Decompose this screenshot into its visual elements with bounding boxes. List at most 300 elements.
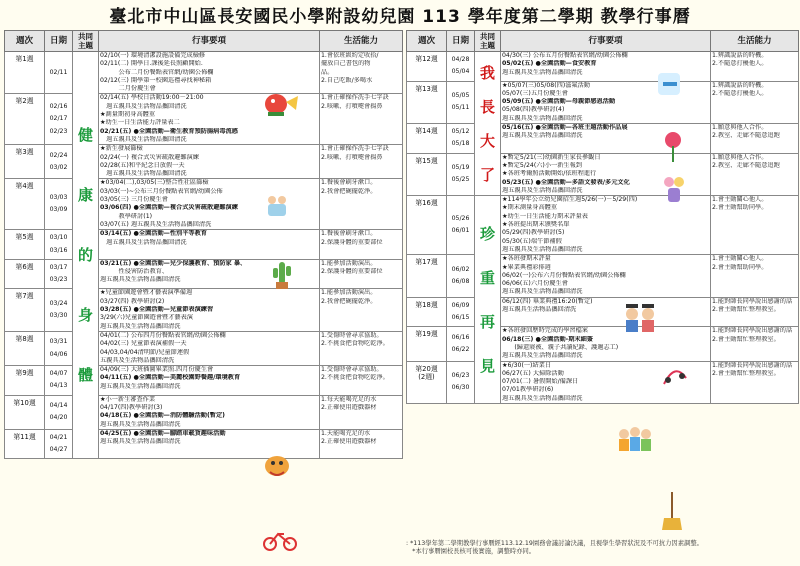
handwash-icon [262, 192, 292, 218]
week-label [5, 94, 45, 145]
ability-item: 1.願意與他人合作。 [712, 153, 768, 161]
week-label [5, 259, 45, 289]
theme-char: 大 [479, 131, 495, 150]
date-range [45, 94, 73, 145]
date-text: 06/01 [451, 227, 470, 235]
broom-icon [660, 490, 684, 532]
ability-item: 1.能參加活動演出。 [321, 289, 377, 297]
event-item: ★03/04(二),03/05(三)整合性社區篩檢 [100, 179, 209, 187]
ability-item: 1.餐後會刷牙漱口。 [321, 230, 377, 238]
date-text: 03/16 [49, 246, 68, 254]
header-date: 日期 [45, 31, 73, 52]
week-label [407, 153, 447, 195]
event-item: 05/08(四)教學研討(4) [502, 106, 565, 114]
week-text: 第4週 [15, 182, 34, 191]
event-item: 05/30(五)端午節補假 [502, 237, 562, 245]
event-list [99, 230, 320, 260]
event-item: ★各班發期末評量 [502, 255, 551, 263]
event-item: ★畢業典禮彩排週 [502, 263, 551, 271]
date-text: 03/17 [49, 263, 68, 271]
header-theme: 共同 主題 [475, 31, 501, 52]
left-calendar-table [4, 30, 403, 459]
week-text: 第7週 [15, 292, 34, 301]
date-range [447, 327, 475, 361]
theme-char: 珍 [479, 224, 495, 243]
week-label [407, 297, 447, 327]
event-item: 02/10(一) 環境清潔設施設備完成檢修 [100, 52, 206, 59]
ability-item: 2.教室、走廊不隨意追跑 [712, 161, 780, 169]
right-header-row [407, 31, 799, 52]
footnote-line: : *113學年第二學期教學行事曆經113.12.19園務會議討論決議，且視學生學習狀況及不可抗力因素調整。 [406, 540, 703, 547]
date-range [45, 230, 73, 260]
theme-char: 體 [77, 366, 93, 385]
event-item: 週五親具及生活物品攜回清洗 [502, 114, 583, 122]
ability-item: 2.會主動幫忙整理教室。 [712, 306, 780, 314]
week-note: (2週) [418, 372, 435, 381]
week-text: 第8週 [15, 334, 34, 343]
ability-list [711, 255, 799, 297]
ability-item: 2.會主動幫助同學。 [712, 204, 768, 212]
ability-list [320, 429, 403, 459]
music-notes-icon [660, 360, 690, 388]
week-label [407, 196, 447, 255]
date-range [447, 52, 475, 82]
ability-item: 1.辨識說話的時機。 [712, 52, 768, 59]
ability-list [711, 196, 799, 255]
week-row [5, 145, 403, 179]
event-item: (歸還寢被、親子共讀紀錄、護邇志工) [502, 343, 619, 351]
event-item: 週五親具及生活物品攜回清洗 [502, 288, 583, 296]
event-item: 03/06(四) ●全園活動—複合式災害疏散避難演練 [100, 204, 238, 212]
week-label [5, 289, 45, 331]
date-text: 04/13 [49, 382, 68, 390]
event-item: 性侵害防治教育、 [100, 268, 169, 276]
footnote-line: *本行事曆園校長核可後實施，調整時亦同。 [406, 548, 536, 555]
date-text: 03/03 [49, 194, 68, 202]
header-week: 週次 [407, 31, 447, 52]
week-label [407, 361, 447, 403]
theme-char: 長 [479, 97, 495, 116]
week-row [5, 331, 403, 365]
ability-item: 2.會主動幫忙整理教室。 [712, 369, 780, 377]
event-item: 週五親具及生活物品攜回清洗 [502, 186, 583, 194]
ability-item: 1.會主動關心他人。 [712, 255, 768, 263]
ability-item: 2.我會把碗擺乾淨。 [321, 297, 377, 305]
ability-item: 1.能對師長同學說出感謝的話 [712, 327, 793, 335]
bicycle-icon [262, 528, 298, 552]
event-item: 週五親具及生活物品攜回清洗 [100, 238, 187, 246]
ability-item: 擺放自己書包的物 [321, 60, 371, 68]
event-item: 03/21(五) ●全園活動—兒少保護教育、預防家 暴、 [100, 259, 247, 267]
event-list [99, 366, 320, 396]
theme-char: 重 [479, 268, 495, 287]
event-item: 05/16(五) ●全園活動—各班主題活動作品展 [502, 124, 628, 132]
event-item: 03/28(五) ●全園活動—兒童節表演練習 [100, 306, 214, 314]
date-text: 02/23 [49, 127, 68, 135]
week-text: 第15週 [415, 156, 438, 165]
date-text: 03/10 [49, 234, 68, 242]
week-text: 第9週 [15, 369, 34, 378]
date-text: 05/05 [451, 92, 470, 100]
ability-item: 2.不隨意打擾他人。 [712, 60, 768, 68]
event-list [501, 297, 711, 327]
week-row [5, 230, 403, 260]
event-item: 週五親具及生活物品攜回清洗 [100, 135, 187, 143]
date-range [447, 124, 475, 154]
week-text: 第6週 [15, 262, 34, 271]
date-text: 04/28 [451, 56, 470, 63]
event-item: ★暫定5/24(六)小一新生報到 [502, 161, 582, 169]
ability-item: 1.天能喝充足的水 [321, 429, 371, 437]
theme-char: 我 [479, 63, 495, 82]
event-list [99, 331, 320, 365]
header-theme: 共同 主題 [73, 31, 99, 52]
date-text: 03/24 [49, 299, 68, 307]
theme-column [475, 52, 501, 196]
ability-list [320, 230, 403, 260]
ability-item: 2.正確使用遊戲器材 [321, 403, 377, 411]
event-item: 04/09(三) 大班插圖畢業照.四月份慶生會 [100, 366, 214, 374]
event-item: ★期末測量身高體重 [502, 204, 558, 212]
ability-list [320, 331, 403, 365]
event-item: 05/02(五) ●全園活動—食安教育 [502, 60, 597, 68]
date-text: 05/19 [451, 164, 470, 172]
event-item: ★各班發回歷時完成的學習檔案 [502, 327, 588, 335]
date-range [45, 179, 73, 230]
date-text: 04/06 [49, 350, 68, 358]
week-label [5, 331, 45, 365]
ability-list [320, 179, 403, 230]
date-range [447, 255, 475, 297]
ability-item: 2.咳嗽、打噴嚏會摀鼻 [321, 153, 383, 161]
week-row [407, 327, 799, 361]
ability-item: 1.會正確操作洗手七字訣 [321, 94, 389, 102]
event-item: 五親具及生活物品攜回清洗 [100, 356, 175, 364]
ability-item: 2.不隨意打擾他人。 [712, 89, 768, 97]
week-row [407, 52, 799, 82]
week-row [407, 255, 799, 297]
date-range [45, 145, 73, 179]
week-text: 第17週 [415, 258, 438, 267]
lion-dance-icon [262, 90, 300, 120]
event-item: 06/27(五) 大掃除活動 [502, 369, 564, 377]
date-text: 06/08 [451, 277, 470, 285]
event-item: 週五親具及生活物品攜回清洗 [100, 102, 187, 110]
event-item: ★各班考爾照活動開始/依班程進行 [502, 170, 597, 178]
ability-list [711, 361, 799, 403]
event-item: ★05/07(三)05/08(四)滋氟活動 [502, 81, 590, 89]
ability-item: 1.受傷時會尋求協助。 [321, 331, 383, 339]
theme-char: 見 [479, 356, 495, 375]
date-text: 03/23 [49, 276, 68, 284]
event-item: 教學研討(1) [100, 212, 153, 220]
ability-item: 1.餐後會刷牙漱口。 [321, 179, 377, 187]
date-range [45, 331, 73, 365]
event-item: ★暫定5/21(三)幼園新生家長參觀日 [502, 153, 601, 161]
right-body [407, 52, 799, 404]
ability-item: 1.能對師長同學說出感謝的話 [712, 297, 793, 305]
event-item: 週五親具及生活物品攜回清洗 [100, 276, 181, 284]
theme-char: 健 [77, 126, 93, 145]
ability-item: 1.能參加活動演出。 [321, 259, 377, 267]
date-text: 04/14 [49, 401, 68, 409]
theme-char: 了 [479, 165, 495, 184]
ability-item: 2.我會把碗擺乾淨。 [321, 187, 377, 195]
date-text: 02/24 [49, 151, 68, 159]
event-item: 06/02(一)公布六月份餐點表官網/幼園公佈欄 [502, 271, 626, 279]
ability-item: 1.會正確操作洗手七字訣 [321, 145, 389, 153]
footnotes [406, 540, 798, 556]
week-label [5, 230, 45, 260]
week-row [407, 361, 799, 403]
week-text: 第1週 [15, 55, 34, 63]
event-item: ★小一新生審查作業 [100, 395, 156, 403]
date-text: 05/11 [451, 104, 470, 112]
date-text: 02/17 [49, 115, 68, 123]
ability-list [320, 289, 403, 331]
event-item: 週五親具生活物品攜回清洗 [502, 306, 577, 314]
week-row [407, 297, 799, 327]
event-item: 04/25(五) ●全園活動—腳踏車載貨趣味活動 [100, 429, 226, 437]
event-item: 公布二月份餐點表官網/幼園公佈欄 [100, 68, 214, 76]
event-item: 週五親具及生活物品攜回清洗 [100, 438, 181, 446]
date-text: 04/21 [49, 433, 68, 441]
date-text: 03/30 [49, 312, 68, 320]
date-text: 04/07 [49, 370, 68, 378]
event-item: 05/23(五) ●全園活動—多語文發表/多元文化 [502, 178, 630, 186]
week-row [407, 124, 799, 154]
week-row [5, 366, 403, 396]
event-item: 04/17(四)教學研討(3) [100, 403, 163, 411]
week-text: 第20週 [415, 364, 438, 373]
event-item: 04/01(二) 公布四月份餐點表官網/幼園公佈欄 [100, 331, 226, 339]
ability-item: 1.辨識說話的時機。 [712, 81, 768, 89]
theme-column [475, 196, 501, 404]
date-text: 06/22 [451, 345, 470, 353]
ability-item: 1.每天能喝充足的水 [321, 395, 377, 403]
event-list [99, 289, 320, 331]
children-group-icon [614, 424, 656, 454]
event-item: ★幼生一日生活能力期末評量表 [502, 212, 588, 220]
date-range [45, 289, 73, 331]
theme-char: 的 [77, 246, 93, 265]
ability-item: 2.自己吃飯/多喝水 [321, 76, 373, 84]
header-events: 行事要項 [501, 31, 711, 52]
week-row [407, 196, 799, 255]
event-item: 06/18(三) ●全園活動-期末細簽 [502, 335, 593, 343]
week-text: 第2週 [15, 97, 34, 106]
week-label [407, 124, 447, 154]
event-item: ★兒童節園遊會暨才藝表演準備週 [100, 289, 193, 297]
date-range [45, 259, 73, 289]
toothbrush-icon [655, 70, 683, 98]
event-item: 05/07(三)五月份慶生會 [502, 89, 568, 97]
week-row [407, 153, 799, 195]
week-label [5, 145, 45, 179]
week-text: 第3週 [15, 148, 34, 157]
lion-dance-small-icon [262, 452, 296, 480]
left-body [5, 52, 403, 459]
ability-item: 2.正確使用遊戲器材 [321, 438, 377, 446]
date-range [447, 297, 475, 327]
header-ability: 生活能力 [711, 31, 799, 52]
week-text: 第16週 [415, 199, 438, 208]
event-list [501, 255, 711, 297]
date-text: 06/16 [451, 333, 470, 341]
ability-list [320, 145, 403, 179]
header-events: 行事要項 [99, 31, 320, 52]
event-item: 週五親具及生活物品攜回清洗 [502, 245, 583, 253]
event-item: 03/14(五) ●全園活動—性別平等教育 [100, 230, 207, 238]
event-item: 02/21(五) ●全園活動—衛生教育預防腸病毒流感 [100, 127, 238, 135]
ability-item: 品。 [321, 68, 334, 76]
date-text: 03/02 [49, 163, 68, 171]
date-text: 04/27 [49, 446, 68, 454]
date-text: 02/11 [49, 68, 68, 76]
ability-item: 2.會主動幫助同學。 [712, 263, 768, 271]
event-item: 二月份慶生會 [100, 85, 156, 93]
event-item: 07/01教學研討(6) [502, 386, 554, 394]
date-text: 05/26 [451, 214, 470, 222]
event-item: ★114學年公立幼兒園招生週5/26(一)－5/29(四) [502, 196, 638, 204]
date-text: 05/25 [451, 176, 470, 184]
ability-list [711, 81, 799, 123]
week-row [5, 429, 403, 459]
ability-list [320, 94, 403, 145]
date-text: 05/12 [451, 128, 470, 136]
event-item: 07/01(二) 暑假開始/備課日 [502, 378, 579, 386]
ability-list [711, 327, 799, 361]
event-item: 02/11(二) 開學日.課後延長照顧開始. [100, 60, 203, 68]
ability-item: 2.不挑食把食物吃乾淨。 [321, 340, 389, 348]
ability-item: 2.保護身體的重要部位 [321, 238, 383, 246]
week-text: 第10週 [13, 398, 36, 407]
event-item: 03/07(五) 週五親具及生活物品攜回清洗 [100, 220, 212, 228]
event-list [99, 395, 320, 429]
cactus-plant-icon [270, 258, 294, 290]
ability-item: 1.願意與他人合作。 [712, 124, 768, 132]
event-item: 週五親具及生活物品攜回清洗 [100, 382, 181, 390]
event-item: 04/02(三) 兒童節表演補假一天 [100, 340, 187, 348]
event-item: ★幼生一日生活能力評量表二 [100, 119, 180, 127]
week-row [5, 179, 403, 230]
week-text: 第18週 [415, 300, 438, 309]
ability-list [711, 52, 799, 82]
theme-column [73, 52, 99, 459]
flower-vase-icon [660, 174, 688, 204]
event-item: 週五親具及生活物品攜回清洗 [502, 394, 583, 402]
event-item: 03/03(一)~公布三月份餐點表官網/幼園公佈 [100, 187, 223, 195]
theme-char: 康 [77, 186, 93, 205]
event-item: ★各班提出期末頒獎名單 [502, 221, 570, 229]
date-range [447, 81, 475, 123]
week-text: 第11週 [13, 432, 36, 441]
date-text: 06/15 [451, 314, 470, 322]
event-item: ★測量期初身高體重 [100, 111, 156, 119]
event-list [501, 196, 711, 255]
date-text: 03/09 [49, 206, 68, 214]
graduation-kids-icon [620, 300, 660, 334]
week-text: 第5週 [15, 233, 34, 242]
week-row [5, 395, 403, 429]
event-item: 05/09(五) ●全園活動—母親節感恩活動 [502, 98, 616, 106]
week-label [407, 52, 447, 82]
event-item: 3/29(六)兒童節園遊會暨才藝表演 [100, 314, 193, 322]
date-range [45, 429, 73, 459]
theme-char: 再 [479, 312, 495, 331]
week-text: 第12週 [415, 55, 438, 63]
event-item: 04/18(五) ●全園活動—消防體驗活動(暫定) [100, 412, 225, 420]
week-row [5, 289, 403, 331]
left-header-row [5, 31, 403, 52]
event-item: 週五親具及生活物品攜回清洗 [100, 322, 181, 330]
header-week: 週次 [5, 31, 45, 52]
ability-item: 2.教室、走廊不隨意追跑 [712, 132, 780, 140]
ability-list [711, 297, 799, 327]
ability-item: 1.能對師長同學說出感謝的話 [712, 361, 793, 369]
date-text: 06/23 [451, 371, 470, 379]
event-item: 02/12(三) 開學第一校園巡禮尋找神秘箱 [100, 76, 212, 84]
date-text: 06/02 [451, 265, 470, 273]
event-item: 05/29(四)教學研討(5) [502, 229, 565, 237]
event-item: 04/03,04/04清明節/兒童節連假 [100, 348, 190, 356]
event-item: 週五親具及生活物品攜回清洗 [100, 420, 181, 428]
header-ability: 生活能力 [320, 31, 403, 52]
date-range [447, 361, 475, 403]
event-item: 03/27(四) 教學研討(2) [100, 297, 165, 305]
date-range [447, 196, 475, 255]
week-label [5, 52, 45, 94]
ability-list [711, 124, 799, 154]
date-text: 05/18 [451, 140, 470, 148]
date-text: 06/30 [451, 384, 470, 392]
date-range [45, 366, 73, 396]
carnation-flower-icon [660, 130, 686, 164]
week-label [407, 255, 447, 297]
ability-item: 2.咳嗽、打噴嚏會摀鼻 [321, 102, 383, 110]
event-item: 04/11(五) ●全園活動—美麗校園野餐趣/環境教育 [100, 374, 241, 382]
date-range [447, 153, 475, 195]
ability-list [320, 366, 403, 396]
ability-list [711, 153, 799, 195]
ability-item: 2.保護身體的重要部位 [321, 268, 383, 276]
date-range [45, 52, 73, 94]
event-item: 週五親具及生活物品攜回清洗 [502, 68, 583, 76]
event-item: ★6/30(一)結業日 [502, 361, 552, 369]
week-row [407, 81, 799, 123]
ability-item: 2.會主動幫忙整理教室。 [712, 335, 780, 343]
event-list [99, 52, 320, 94]
theme-char: 身 [77, 306, 93, 325]
event-item: 02/28(五)和平紀念日放假一天 [100, 161, 185, 169]
event-list [99, 145, 320, 179]
event-list [501, 327, 711, 361]
event-item: 06/12(四) 畢業典禮16:20(暫定) [502, 297, 593, 305]
ability-list [320, 259, 403, 289]
event-item: 週五親具及生活物品攜回清洗 [100, 170, 187, 178]
date-text: 02/16 [49, 102, 68, 110]
ability-item: 1.會依班級約定收拾/ [321, 52, 379, 59]
event-item: 週五親具及生活物品攜回清洗 [502, 132, 583, 140]
event-item: 04/30(三) 公布五月份餐點表官網/幼園公佈欄 [502, 52, 628, 59]
event-item: 02/24(一) 複合式災害疏散避難演練 [100, 153, 199, 161]
week-label [5, 429, 45, 459]
page-title: 臺北市中山區長安國民小學附設幼兒園 113 學年度第二學期 教學行事曆 [109, 7, 691, 27]
ability-list [320, 395, 403, 429]
right-calendar-table [406, 30, 799, 404]
event-item: 03/05(三) 三月份慶生會 [100, 196, 168, 204]
date-range [45, 395, 73, 429]
